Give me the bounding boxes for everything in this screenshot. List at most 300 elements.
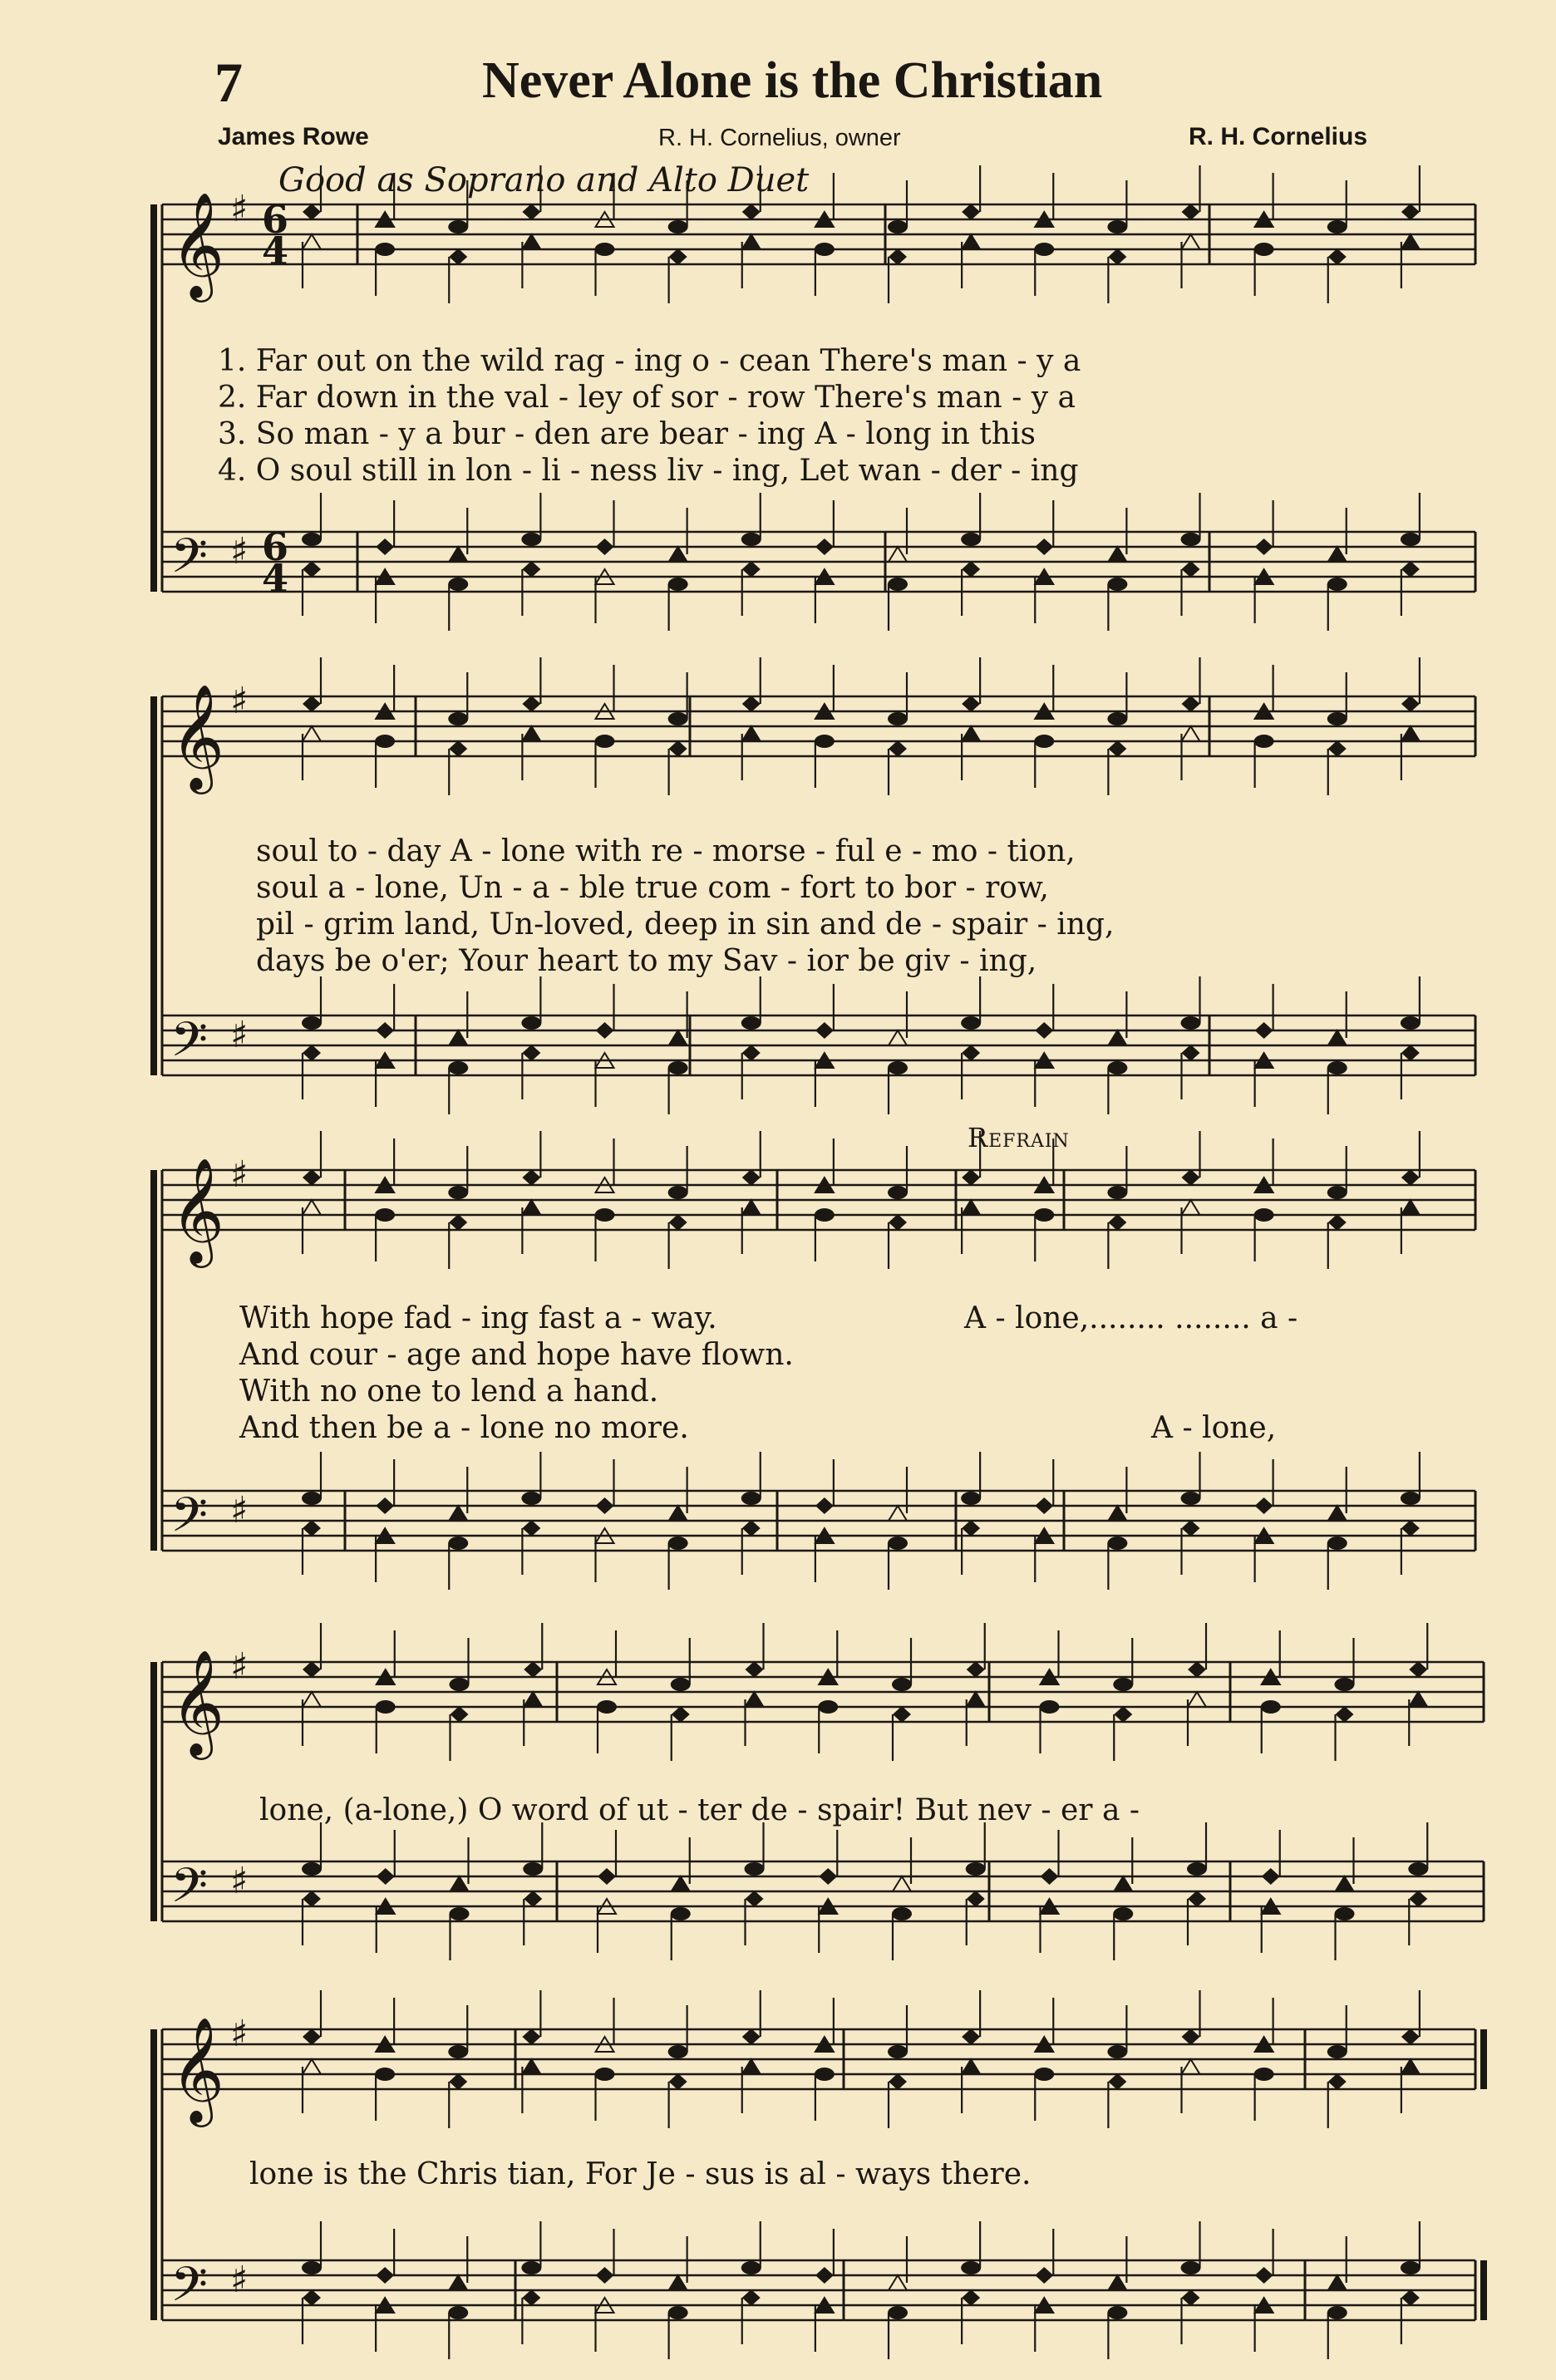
system-3-treble-lower-notehead-round [1254,1208,1274,1222]
system-5-bass-lower-notehead-diamond [962,2289,980,2306]
system-1-treble-lower-notehead-diamond [449,248,467,265]
system-2-bass-upper-notehead-triangle [669,1030,687,1045]
system-2-bass-lower-notehead-round [1327,1061,1347,1074]
system-5-bass-lower-notehead-round [1107,2306,1127,2319]
system-3-treble-lower-notehead-diamond [449,1214,467,1231]
system-1-bass-upper-notehead-triangle [1108,547,1126,562]
system-5-bass-lower-notehead-diamond [742,2289,761,2306]
system-3-bass-lower-notehead-diamond [742,1520,761,1537]
system-4-treble-lower-notehead-diamond [1336,1706,1354,1723]
system-3-bass-lower-notehead-round [668,1537,688,1550]
system-3-treble-clef: 𝄞 [170,1157,225,1263]
system-2-bass-upper-notehead-round [961,1016,981,1030]
system-4-bass-upper-notehead-triangle [1114,1876,1132,1891]
system-5-bass-upper-notehead-diamond [1255,2267,1273,2284]
system-5-bass-upper-notehead-triangle [449,2275,467,2290]
system-5-bass-upper-notehead-round [521,2261,541,2274]
system-4-treble-upper-notehead-round [671,1678,691,1691]
system-2-treble-lower-notehead-triangle [1182,726,1200,741]
system-1-treble-time-signature-top: 6 [262,197,289,242]
system-3-treble-upper-notehead-round [888,1186,908,1199]
system-4-treble-upper-notehead-round [892,1678,912,1691]
system-1-treble-lower-notehead-round [375,243,395,256]
system-2-treble-lower-notehead-triangle [962,726,980,741]
system-4-bass-upper-notehead-round [1187,1862,1207,1876]
system-1-bass-lower-notehead-diamond [962,561,980,578]
lyric-refrain-alone-lower: A - lone, [1151,1411,1277,1445]
system-2-bass-upper-notehead-round [741,1016,761,1030]
system-2-treble-key-sharp: ♯ [230,680,249,722]
system-4-system-bracket [150,1662,157,1921]
system-3-bass-upper-notehead-round [1401,1492,1421,1505]
system-2-system-bracket [150,696,157,1075]
system-4-bass-lower-notehead-round [1113,1907,1133,1920]
system-4-bass-lower-notehead-round [1335,1907,1355,1920]
system-4-treble-upper-notehead-round [450,1678,470,1691]
system-5-treble-lower-notehead-triangle [962,2059,980,2074]
system-4-treble-lower-notehead-diamond [893,1706,911,1723]
system-4-bass-key-sharp: ♯ [230,1860,249,1902]
system-3-treble-upper-notehead-round [1107,1186,1127,1199]
system-2-bass-lower-notehead-diamond [1401,1045,1420,1061]
system-2-bass-upper-notehead-diamond [596,1022,614,1039]
system-3-bass-clef: 𝄢 [170,1487,209,1555]
system-1-bass-upper-notehead-round [1181,533,1201,546]
system-4-treble-lower-notehead-round [376,1700,396,1714]
system-3-treble-upper-notehead-round [668,1186,688,1199]
system-4-treble-upper-notehead-diamond [1188,1661,1206,1678]
system-4-treble-lower-notehead-triangle [746,1692,764,1707]
system-2-bass-upper-notehead-triangle [889,1030,907,1045]
system-5-bass-lower-notehead-round [888,2306,908,2319]
system-3-bass-key-sharp: ♯ [230,1489,249,1532]
system-3-bass-lower-notehead-round [1327,1537,1347,1550]
copyright-owner: R. H. Cornelius, owner [658,125,901,151]
system-5-bass-upper-notehead-round [1181,2261,1201,2274]
system-3-bass-upper-notehead-triangle [449,1506,467,1521]
system-5-treble-lower-notehead-triangle [303,2059,321,2074]
system-2-treble-lower-notehead-round [375,735,395,748]
system-1-treble-lower-notehead-round [1034,243,1054,256]
system-2-bass-upper-notehead-triangle [1328,1030,1347,1045]
system-4-bass-lower-notehead-diamond [1188,1891,1206,1907]
system-5-treble-lower-notehead-round [1254,2068,1274,2081]
system-5-bass-upper-notehead-diamond [596,2267,614,2284]
system-1-treble-lower-notehead-triangle [962,234,980,249]
system-3-bass-upper-notehead-round [521,1492,541,1505]
system-4-treble-clef: 𝄞 [170,1649,225,1755]
system-2-treble-upper-notehead-diamond [1182,696,1200,712]
system-5-treble-upper-notehead-diamond [303,2028,321,2045]
lyric-refrain-line5: lone is the Chris tian, For Je - sus is al - ways there. [249,2157,1032,2191]
system-2-treble-upper-notehead-diamond [522,696,540,712]
system-1-treble-lower-notehead-triangle [522,234,540,249]
lyric-v3-line3: With no one to lend a hand. [239,1374,659,1409]
system-3-bass-upper-notehead-diamond [1255,1497,1273,1514]
system-4-bass-upper-notehead-diamond [1041,1868,1059,1885]
system-5-treble-lower-notehead-triangle [742,2059,761,2074]
system-1-bass-upper-notehead-diamond [596,538,614,555]
system-1-treble-clef: 𝄞 [170,191,225,298]
system-2-treble-lower-notehead-diamond [449,740,467,757]
system-2-treble-upper-notehead-round [1327,712,1347,725]
system-5-bass-clef: 𝄢 [170,2256,209,2324]
system-4-bass-upper-notehead-round [523,1862,543,1876]
system-4-treble-lower-notehead-triangle [1188,1692,1206,1707]
lyric-v1-line2: soul to - day A - lone with re - morse - ful e - mo - tion, [256,834,1076,868]
system-2-treble-lower-notehead-round [595,735,615,748]
lyric-v1-line1: 1. Far out on the wild rag - ing o - cean There's man - y a [218,344,1081,378]
system-3-bass-upper-notehead-triangle [889,1506,907,1521]
system-2-bass-lower-notehead-round [668,1061,688,1074]
system-5-treble-upper-notehead-round [1107,2045,1127,2058]
system-5-bass-lower-notehead-round [448,2306,468,2319]
system-2-bass-lower-notehead-diamond [962,1045,980,1061]
words-credit: James Rowe [218,123,369,150]
system-1-bass-lower-notehead-round [448,578,468,591]
system-2-treble-lower-notehead-triangle [1401,726,1420,741]
system-1-treble-upper-notehead-diamond [1182,204,1200,220]
system-1-treble-upper-notehead-round [888,220,908,234]
system-1-bass-upper-notehead-diamond [376,538,394,555]
system-5-bass-lower-notehead-round [668,2306,688,2319]
lyric-refrain-alone-upper: A - lone,........ ........ a - [964,1301,1298,1335]
system-4-bass-upper-notehead-triangle [451,1876,469,1891]
system-2-treble-lower-notehead-diamond [1328,740,1347,757]
system-1-bass-lower-notehead-round [1327,578,1347,591]
system-1-bass-lower-notehead-round [668,578,688,591]
system-4-bass-lower-notehead-round [671,1907,691,1920]
system-5-treble-upper-notehead-round [668,2045,688,2058]
system-4-treble-key-sharp: ♯ [230,1645,249,1688]
lyric-v1-line3: With hope fad - ing fast a - way. [239,1301,717,1335]
system-2-treble-lower-notehead-triangle [522,726,540,741]
system-1-bass-upper-notehead-diamond [815,538,834,555]
system-5-treble-lower-notehead-triangle [1401,2059,1420,2074]
system-1-treble-lower-notehead-round [595,243,615,256]
system-5-treble-upper-notehead-diamond [1401,2028,1420,2045]
system-2-treble-clef: 𝄞 [170,683,225,789]
system-1-treble-lower-notehead-triangle [1182,234,1200,249]
system-5-treble-upper-notehead-diamond [522,2028,540,2045]
system-3-bass-lower-notehead-round [888,1537,908,1550]
system-5-treble-lower-notehead-diamond [1108,2073,1126,2090]
system-1-treble-lower-notehead-diamond [1108,248,1126,265]
system-2-bass-lower-notehead-diamond [1182,1045,1200,1061]
system-3-bass-upper-notehead-triangle [669,1506,687,1521]
system-1-treble-lower-notehead-diamond [669,248,687,265]
system-1-bass-lower-notehead-diamond [742,561,761,578]
system-4-treble-lower-notehead-round [1261,1700,1281,1714]
system-2-treble-lower-notehead-round [815,735,835,748]
system-3-bass-lower-notehead-round [448,1537,468,1550]
system-4-bass-upper-notehead-round [1408,1862,1428,1876]
system-3-treble-lower-notehead-diamond [669,1214,687,1231]
system-3-treble-lower-notehead-triangle [522,1200,540,1215]
system-5-treble-key-sharp: ♯ [230,2013,249,2055]
system-5-bass-lower-notehead-diamond [1401,2289,1420,2306]
system-3-system-bracket [150,1170,157,1551]
hymn-number: 7 [214,51,243,114]
system-5-bass-lower-notehead-diamond [522,2289,540,2306]
system-5-bass-upper-notehead-diamond [376,2267,394,2284]
system-2-bass-upper-notehead-diamond [815,1022,834,1039]
system-5-treble-lower-notehead-round [1034,2068,1054,2081]
system-3-bass-upper-notehead-diamond [376,1497,394,1514]
system-2-bass-lower-notehead-round [888,1061,908,1074]
system-3-bass-upper-notehead-triangle [1328,1506,1347,1521]
system-3-treble-lower-notehead-triangle [303,1200,321,1215]
system-3-treble-upper-notehead-diamond [522,1169,540,1186]
system-1-treble-upper-notehead-round [448,220,468,234]
system-3-bass-upper-notehead-round [1181,1492,1201,1505]
system-5-treble-upper-notehead-round [888,2045,908,2058]
lyric-refrain-line4: lone, (a-lone,) O word of ut - ter de - spair! But nev - er a - [259,1793,1140,1827]
system-1-bass-time-signature-bottom: 4 [262,556,289,601]
system-2-bass-lower-notehead-diamond [522,1045,540,1061]
system-3-treble-lower-notehead-round [375,1208,395,1222]
system-2-treble-upper-notehead-diamond [742,696,761,712]
system-5-treble-lower-notehead-diamond [1328,2073,1347,2090]
system-3-treble-upper-notehead-diamond [742,1169,761,1186]
system-4-treble-lower-notehead-triangle [303,1692,321,1707]
system-2-treble-lower-notehead-diamond [1108,740,1126,757]
final-double-bar-bass [1480,2260,1487,2320]
system-2-treble-upper-notehead-diamond [1401,696,1420,712]
system-4-bass-lower-notehead-diamond [524,1891,542,1907]
system-2-bass-upper-notehead-diamond [1035,1022,1053,1039]
system-5-bass-upper-notehead-round [741,2261,761,2274]
system-2-treble-upper-notehead-diamond [962,696,980,712]
system-4-bass-lower-notehead-round [892,1907,912,1920]
system-1-bass-upper-notehead-round [741,533,761,546]
system-1-bass-upper-notehead-round [961,533,981,546]
system-2-bass-upper-notehead-round [1401,1016,1421,1030]
system-4-bass-upper-notehead-triangle [1336,1876,1354,1891]
system-4-treble-lower-notehead-diamond [451,1706,469,1723]
system-1-bass-upper-notehead-triangle [1328,547,1347,562]
system-5-bass-upper-notehead-round [1401,2261,1421,2274]
system-4-bass-upper-notehead-triangle [672,1876,690,1891]
system-3-bass-lower-notehead-diamond [1182,1520,1200,1537]
system-5-treble-upper-notehead-round [1327,2045,1347,2058]
system-3-treble-lower-notehead-triangle [742,1200,761,1215]
system-4-bass-upper-notehead-diamond [1262,1868,1280,1885]
system-5-bass-upper-notehead-round [302,2261,322,2274]
system-5-bass-upper-notehead-round [961,2261,981,2274]
system-5-bass-lower-notehead-round [1327,2306,1347,2319]
system-5-treble-lower-notehead-round [595,2068,615,2081]
system-4-bass-clef: 𝄢 [170,1857,209,1925]
system-2-bass-upper-notehead-round [521,1016,541,1030]
system-2-bass-upper-notehead-triangle [449,1030,467,1045]
system-5-bass-upper-notehead-triangle [669,2275,687,2290]
system-4-bass-upper-notehead-triangle [893,1876,911,1891]
system-4-treble-lower-notehead-diamond [672,1706,690,1723]
system-1-bass-upper-notehead-round [302,533,322,546]
system-5-bass-upper-notehead-triangle [1108,2275,1126,2290]
system-2-treble-upper-notehead-round [888,712,908,725]
system-1-bass-lower-notehead-diamond [522,561,540,578]
system-1-treble-upper-notehead-diamond [303,204,321,220]
system-1-bass-lower-notehead-round [1107,578,1127,591]
system-2-bass-upper-notehead-round [302,1016,322,1030]
system-2-treble-upper-notehead-diamond [303,696,321,712]
system-5-treble-lower-notehead-diamond [449,2073,467,2090]
system-1-bass-lower-notehead-diamond [303,561,321,578]
system-3-bass-lower-notehead-diamond [522,1520,540,1537]
system-4-treble-lower-notehead-round [597,1700,617,1714]
system-1-bass-upper-notehead-triangle [449,547,467,562]
system-5-bass-lower-notehead-diamond [1182,2289,1200,2306]
system-3-bass-lower-notehead-diamond [1401,1520,1420,1537]
system-1-treble-upper-notehead-diamond [1401,204,1420,220]
system-5-treble-clef: 𝄞 [170,2016,225,2122]
system-5-treble-lower-notehead-diamond [669,2073,687,2090]
system-3-treble-key-sharp: ♯ [230,1153,249,1196]
system-2-bass-clef: 𝄢 [170,1011,209,1079]
system-3-treble-lower-notehead-round [1034,1208,1054,1222]
system-3-treble-lower-notehead-triangle [1401,1200,1420,1215]
system-1-bass-upper-notehead-triangle [669,547,687,562]
system-5-treble-lower-notehead-triangle [522,2059,540,2074]
system-1-treble-time-signature-bottom: 4 [262,229,289,273]
system-1-bass-upper-notehead-round [521,533,541,546]
system-2-bass-upper-notehead-round [1181,1016,1201,1030]
system-1-treble-upper-notehead-diamond [962,204,980,220]
system-2-bass-lower-notehead-round [448,1061,468,1074]
system-2-bass-lower-notehead-round [1107,1061,1127,1074]
system-4-treble-lower-notehead-triangle [524,1692,542,1707]
system-2-bass-key-sharp: ♯ [230,1014,249,1056]
system-4-treble-upper-notehead-round [1335,1678,1355,1691]
system-4-treble-lower-notehead-diamond [1114,1706,1132,1723]
system-5-treble-upper-notehead-diamond [742,2028,761,2045]
system-3-treble-lower-notehead-round [815,1208,835,1222]
system-5-bass-lower-notehead-diamond [303,2289,321,2306]
system-1-treble-upper-notehead-round [1327,220,1347,234]
system-3-treble-upper-notehead-diamond [303,1169,321,1186]
system-2-treble-lower-notehead-diamond [669,740,687,757]
system-5-bass-upper-notehead-diamond [1035,2267,1053,2284]
system-4-treble-lower-notehead-triangle [967,1692,985,1707]
system-4-bass-upper-notehead-round [302,1862,322,1876]
system-2-treble-lower-notehead-round [1034,735,1054,748]
system-2-treble-upper-notehead-round [448,712,468,725]
system-1-bass-upper-notehead-diamond [1035,538,1053,555]
refrain-label: Refrain [968,1122,1070,1153]
system-3-treble-upper-notehead-diamond [1401,1169,1420,1186]
lyric-v3-line1: 3. So man - y a bur - den are bear - ing A - long in this [218,417,1036,451]
system-4-bass-upper-notehead-diamond [819,1868,837,1885]
system-3-bass-lower-notehead-round [1107,1537,1127,1550]
system-5-bass-upper-notehead-triangle [1328,2275,1347,2290]
system-5-treble-upper-notehead-round [448,2045,468,2058]
system-3-treble-upper-notehead-diamond [962,1169,980,1186]
system-3-treble-upper-notehead-round [448,1186,468,1199]
system-1-bass-lower-notehead-diamond [1401,561,1420,578]
final-double-bar-treble [1480,2029,1487,2089]
system-4-treble-upper-notehead-diamond [303,1661,321,1678]
system-4-treble-lower-notehead-round [818,1700,838,1714]
system-2-treble-upper-notehead-round [668,712,688,725]
system-3-treble-lower-notehead-round [595,1208,615,1222]
system-1-treble-upper-notehead-diamond [742,204,761,220]
system-5-treble-upper-notehead-diamond [962,2028,980,2045]
system-4-treble-upper-notehead-diamond [1409,1661,1427,1678]
lyric-v2-line2: soul a - lone, Un - a - ble true com - fort to bor - row, [256,871,1049,905]
system-4-treble-upper-notehead-round [1113,1678,1133,1691]
system-4-bass-upper-notehead-diamond [598,1868,616,1885]
music-credit: R. H. Cornelius [1189,123,1368,150]
system-2-treble-upper-notehead-round [1107,712,1127,725]
system-1-treble-lower-notehead-diamond [889,248,907,265]
system-5-bass-upper-notehead-diamond [815,2267,834,2284]
hymn-title: Never Alone is the Christian [482,52,1103,109]
system-1-treble-key-sharp: ♯ [230,188,249,230]
system-4-bass-lower-notehead-diamond [967,1891,985,1907]
system-3-bass-upper-notehead-diamond [596,1497,614,1514]
system-1-treble-lower-notehead-triangle [303,234,321,249]
system-3-treble-lower-notehead-triangle [1182,1200,1200,1215]
system-2-bass-upper-notehead-diamond [1255,1022,1273,1039]
system-1-treble-lower-notehead-diamond [1328,248,1347,265]
system-1-treble-lower-notehead-triangle [1401,234,1420,249]
system-5-treble-lower-notehead-triangle [1182,2059,1200,2074]
system-5-bass-upper-notehead-triangle [889,2275,907,2290]
system-2-treble-lower-notehead-triangle [742,726,761,741]
system-4-bass-upper-notehead-round [966,1862,986,1876]
system-3-treble-upper-notehead-diamond [1182,1169,1200,1186]
system-3-bass-upper-notehead-triangle [1108,1506,1126,1521]
system-4-treble-lower-notehead-round [1040,1700,1060,1714]
system-1-treble-lower-notehead-round [1254,243,1274,256]
system-1-bass-clef: 𝄢 [170,528,209,596]
system-3-bass-upper-notehead-round [741,1492,761,1505]
system-3-bass-upper-notehead-diamond [1035,1497,1053,1514]
system-4-bass-lower-notehead-diamond [746,1891,764,1907]
lyric-v4-line3: And then be a - lone no more. [239,1411,689,1445]
system-3-bass-lower-notehead-diamond [303,1520,321,1537]
system-1-bass-lower-notehead-round [888,578,908,591]
lyric-v2-line1: 2. Far down in the val - ley of sor - row There's man - y a [218,381,1076,415]
system-4-bass-upper-notehead-diamond [377,1868,395,1885]
system-3-bass-upper-notehead-round [302,1492,322,1505]
system-4-treble-upper-notehead-diamond [967,1661,985,1678]
system-1-bass-lower-notehead-diamond [1182,561,1200,578]
system-3-treble-upper-notehead-round [1327,1186,1347,1199]
lyric-v3-line2: pil - grim land, Un-loved, deep in sin and de - spair - ing, [256,907,1115,942]
lyric-v4-line2: days be o'er; Your heart to my Sav - ior be giv - ing, [256,944,1037,978]
system-3-treble-lower-notehead-diamond [1108,1214,1126,1231]
system-4-bass-lower-notehead-diamond [1409,1891,1427,1907]
system-2-bass-upper-notehead-triangle [1108,1030,1126,1045]
system-2-bass-lower-notehead-diamond [303,1045,321,1061]
performance-note: Good as Soprano and Alto Duet [278,161,810,199]
system-3-bass-upper-notehead-round [961,1492,981,1505]
system-1-treble-upper-notehead-round [1107,220,1127,234]
system-3-bass-upper-notehead-diamond [815,1497,834,1514]
system-4-bass-lower-notehead-round [450,1907,470,1920]
system-4-bass-upper-notehead-round [745,1862,765,1876]
system-1-bass-time-signature-top: 6 [262,524,289,569]
system-4-bass-lower-notehead-diamond [303,1891,321,1907]
system-5-treble-lower-notehead-diamond [889,2073,907,2090]
system-1-bass-upper-notehead-triangle [889,547,907,562]
system-5-treble-lower-notehead-round [815,2068,835,2081]
system-2-treble-lower-notehead-round [1254,735,1274,748]
system-1-treble-upper-notehead-round [668,220,688,234]
